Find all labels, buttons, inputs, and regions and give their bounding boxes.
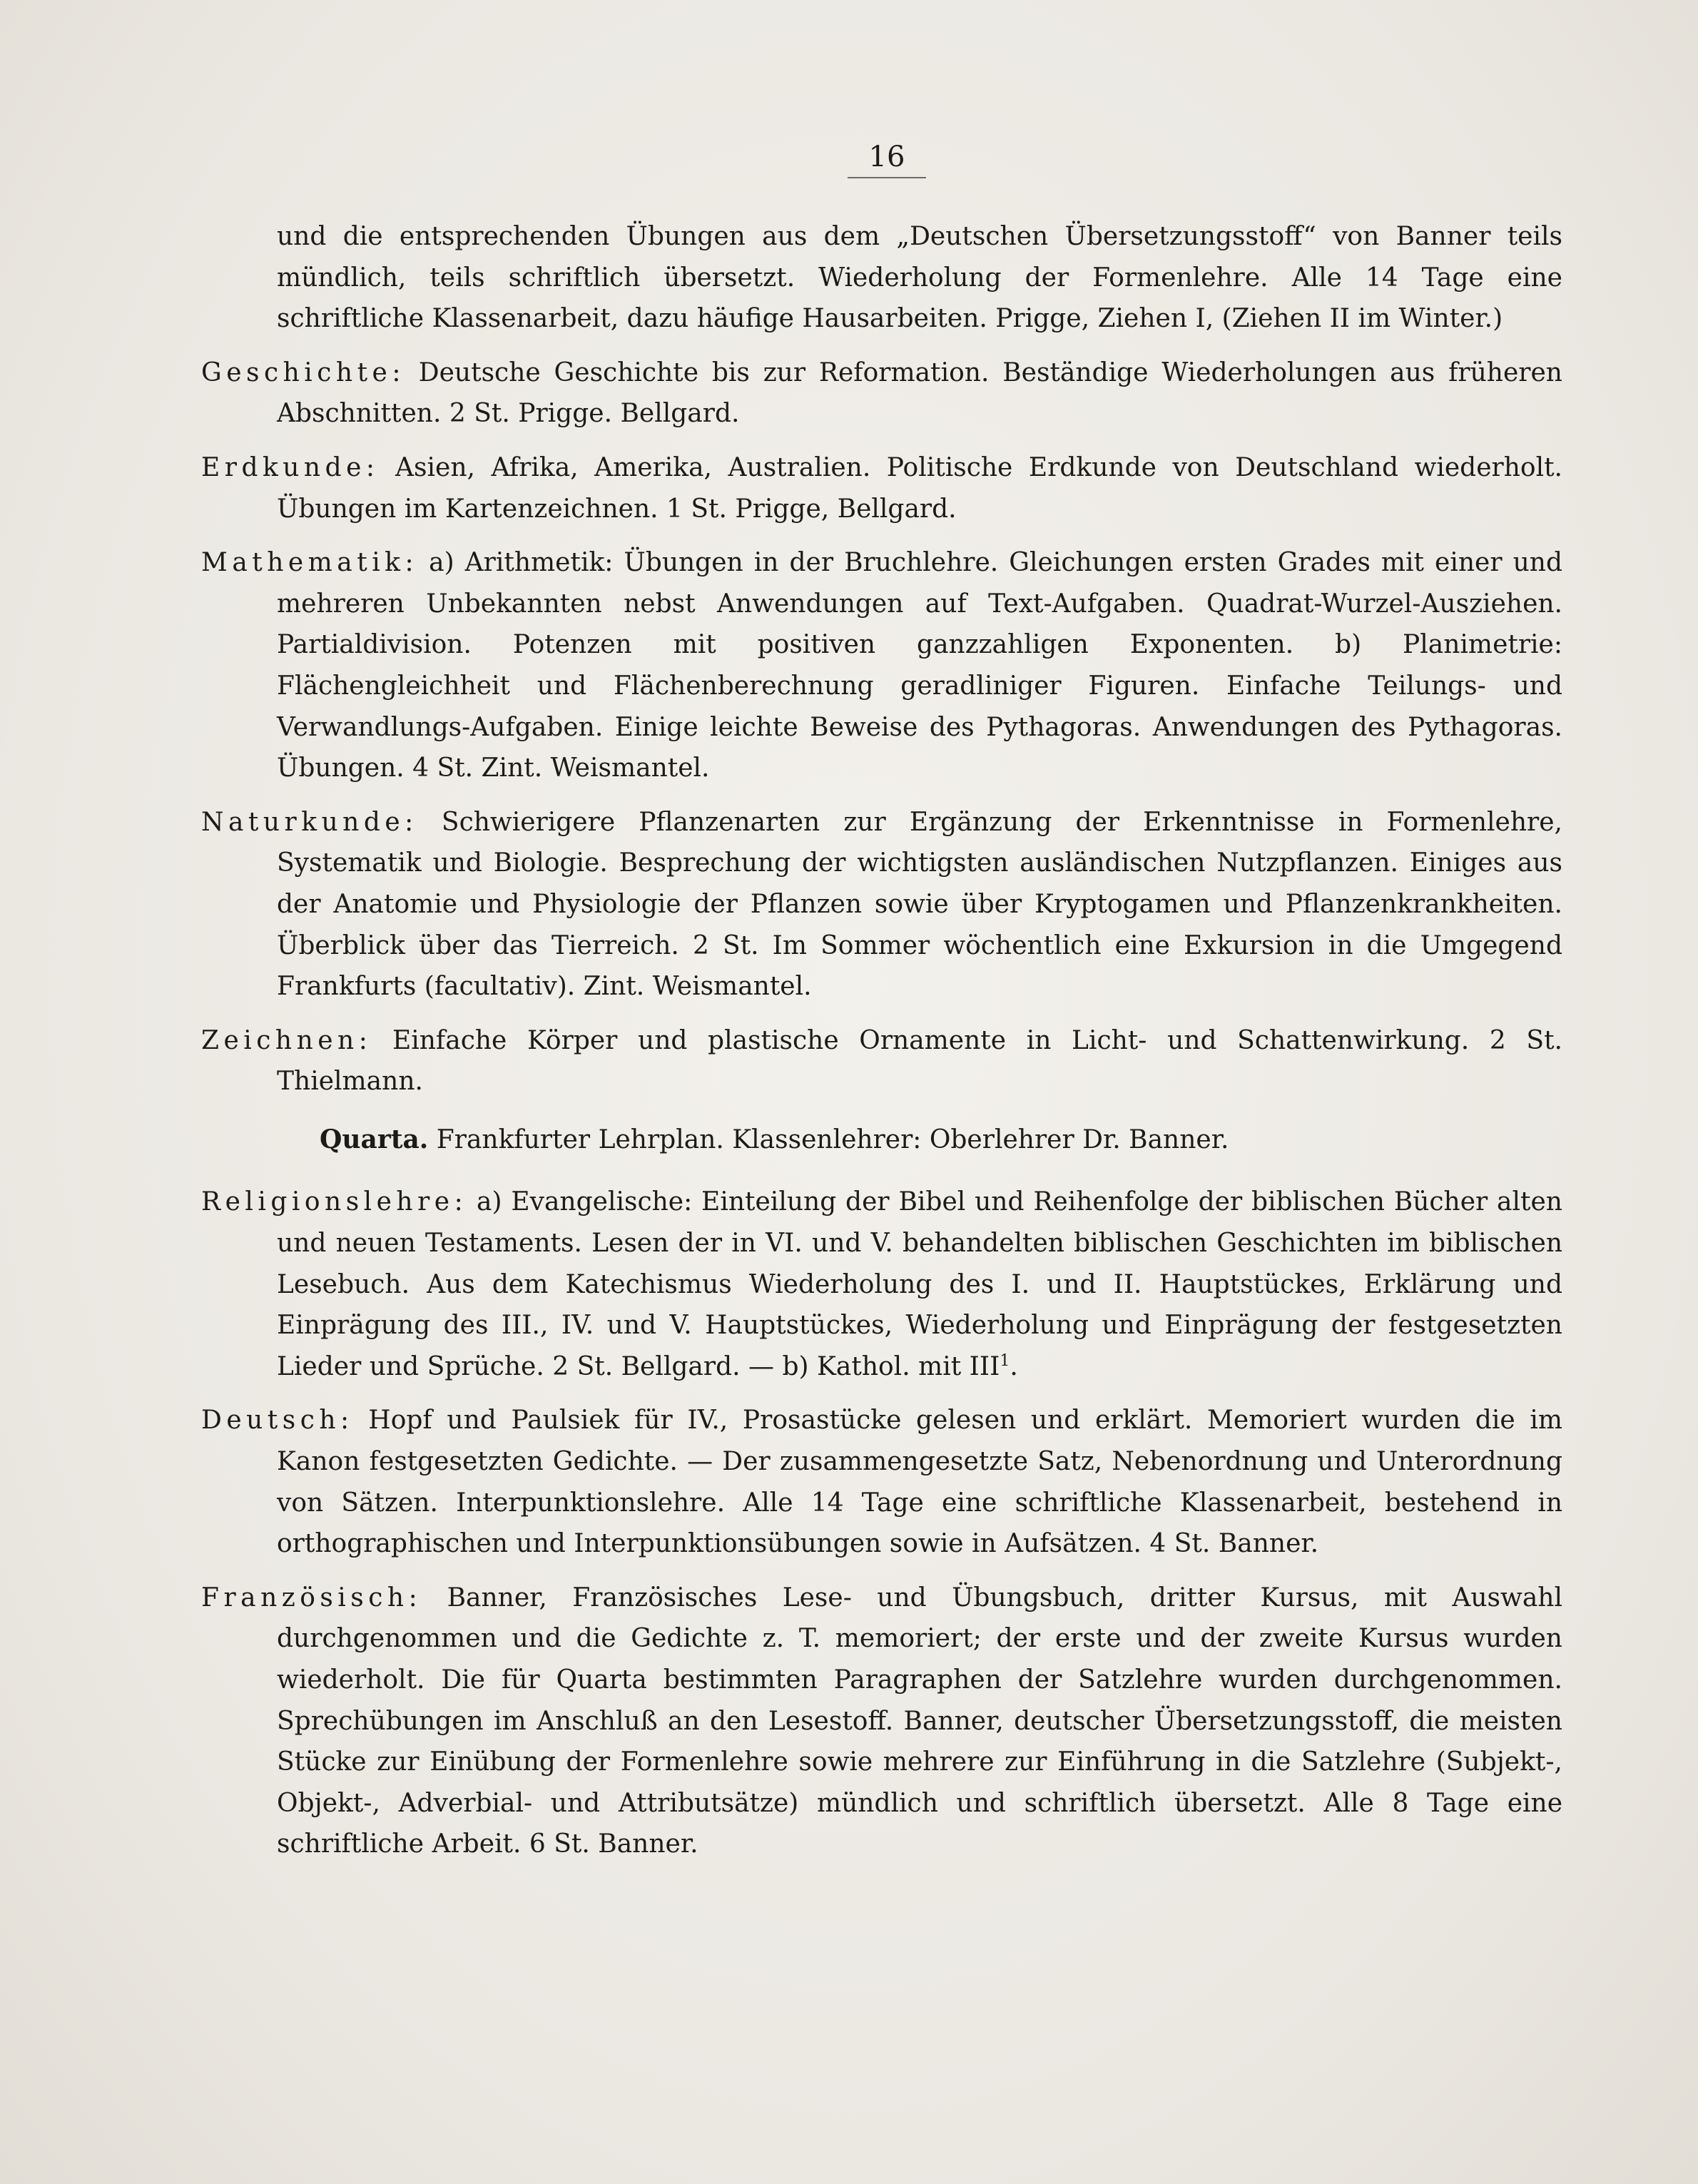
paragraph-naturkunde: [201, 802, 1562, 1007]
page-number: 16: [848, 140, 926, 178]
text-geschichte: Deutsche Geschichte bis zur Reformation. Beständige Wiederholungen aus früheren Abschnitten. 2 St. Prigge. Bellgard.: [277, 357, 1562, 429]
text-deutsch: Hopf und Paulsiek für IV., Prosastücke gelesen und erklärt. Memoriert wurden die im Kanon festgesetzten Gedichte. — Der zusammengesetzte Satz, Nebenordnung und Unterordnung von Sätzen. Interpunktionslehre. Alle 14 Tage eine schriftliche Klassenarbeit, bestehend in orthographischen und Interpunktionsübungen sowie in Aufsätzen. 4 St. Banner.: [277, 1406, 1562, 1559]
text-religionslehre: a) Evangelische: Einteilung der Bibel und Reihenfolge der biblischen Bücher alten und neuen Testaments. Lesen der in VI. und V. behandelten biblischen Geschichten im biblischen Lesebuch. Aus dem Katechismus Wiederholung des I. und II. Hauptstückes, Erklärung und Einprägung des III., IV. und V. Hauptstückes, Wiederholung und Einprägung der festgesetzten Lieder und Sprüche. 2 St. Bellgard. — b) Kathol. mit III: [277, 1187, 1562, 1381]
section-heading-quarta: [201, 1119, 1562, 1161]
label-geschichte: Geschichte:: [201, 357, 405, 387]
intro-text: und die entsprechenden Übungen aus dem „Deutschen Übersetzungsstoff“ von Banner teils mündlich, teils schriftlich übersetzt. Wiederholung der Formenlehre. Alle 14 Tage eine schriftliche Klassenarbeit, dazu häufige Hausarbeiten. Prigge, Ziehen I, (Ziehen II im Winter.): [277, 222, 1562, 334]
text-religionslehre-end: .: [1010, 1351, 1018, 1381]
paragraph-intro: [201, 216, 1562, 340]
text-erdkunde: Asien, Afrika, Amerika, Australien. Politische Erdkunde von Deutschland wiederholt. Übungen im Kartenzeichnen. 1 St. Prigge, Bellgard.: [277, 452, 1562, 524]
paragraph-mathematik: [201, 542, 1562, 789]
paragraph-religionslehre: [201, 1182, 1562, 1387]
heading-text: Frankfurter Lehrplan. Klassenlehrer: Oberlehrer Dr. Banner.: [428, 1124, 1229, 1154]
label-naturkunde: Naturkunde:: [201, 807, 418, 837]
text-mathematik: a) Arithmetik: Übungen in der Bruchlehre. Gleichungen ersten Grades mit einer und mehreren Unbekannten nebst Anwendungen auf Text-Aufgaben. Quadrat-Wurzel-Ausziehen. Partialdivision. Potenzen mit positiven ganzzahligen Exponenten. b) Planimetrie: Flächengleichheit und Flächenberechnung geradliniger Figuren. Einfache Teilungs- und Verwandlungs-Aufgaben. Einige leichte Beweise des Pythagoras. Anwendungen des Pythagoras. Übungen. 4 St. Zint. Weismantel.: [277, 548, 1562, 783]
label-zeichnen: Zeichnen:: [201, 1025, 372, 1055]
label-mathematik: Mathematik:: [201, 548, 419, 578]
label-erdkunde: Erdkunde:: [201, 452, 380, 482]
paragraph-erdkunde: [201, 447, 1562, 529]
label-franzoesisch: Französisch:: [201, 1583, 422, 1612]
paragraph-franzoesisch: [201, 1578, 1562, 1865]
text-zeichnen: Einfache Körper und plastische Ornamente in Licht- und Schattenwirkung. 2 St. Thielmann.: [277, 1025, 1562, 1097]
footnote-marker: 1: [1000, 1351, 1010, 1370]
heading-title: Quarta.: [320, 1124, 429, 1154]
paragraph-zeichnen: [201, 1020, 1562, 1102]
paragraph-deutsch: [201, 1400, 1562, 1564]
body-text: [201, 216, 1562, 1878]
label-religionslehre: Religionslehre:: [201, 1187, 468, 1217]
label-deutsch: Deutsch:: [201, 1406, 354, 1436]
text-naturkunde: Schwierigere Pflanzenarten zur Ergänzung der Erkenntnisse in Formenlehre, Systematik und Biologie. Besprechung der wichtigsten ausländischen Nutzpflanzen. Einiges aus der Anatomie und Physiologie der Pflanzen sowie über Kryptogamen und Pflanzenkrankheiten. Überblick über das Tierreich. 2 St. Im Sommer wöchentlich eine Exkursion in die Umgegend Frankfurts (facultativ). Zint. Weismantel.: [277, 807, 1562, 1002]
text-franzoesisch: Banner, Französisches Lese- und Übungsbuch, dritter Kursus, mit Auswahl durchgenommen und die Gedichte z. T. memoriert; der erste und der zweite Kursus wurden wiederholt. Die für Quarta bestimmten Paragraphen der Satzlehre wurden durchgenommen. Sprechübungen im Anschluß an den Lesestoff. Banner, deutscher Übersetzungsstoff, die meisten Stücke zur Einübung der Formenlehre sowie mehrere zur Einführung in die Satzlehre (Subjekt-, Objekt-, Adverbial- und Attributsätze) mündlich und schriftlich übersetzt. Alle 8 Tage eine schriftliche Arbeit. 6 St. Banner.: [277, 1583, 1562, 1859]
paragraph-geschichte: [201, 352, 1562, 435]
